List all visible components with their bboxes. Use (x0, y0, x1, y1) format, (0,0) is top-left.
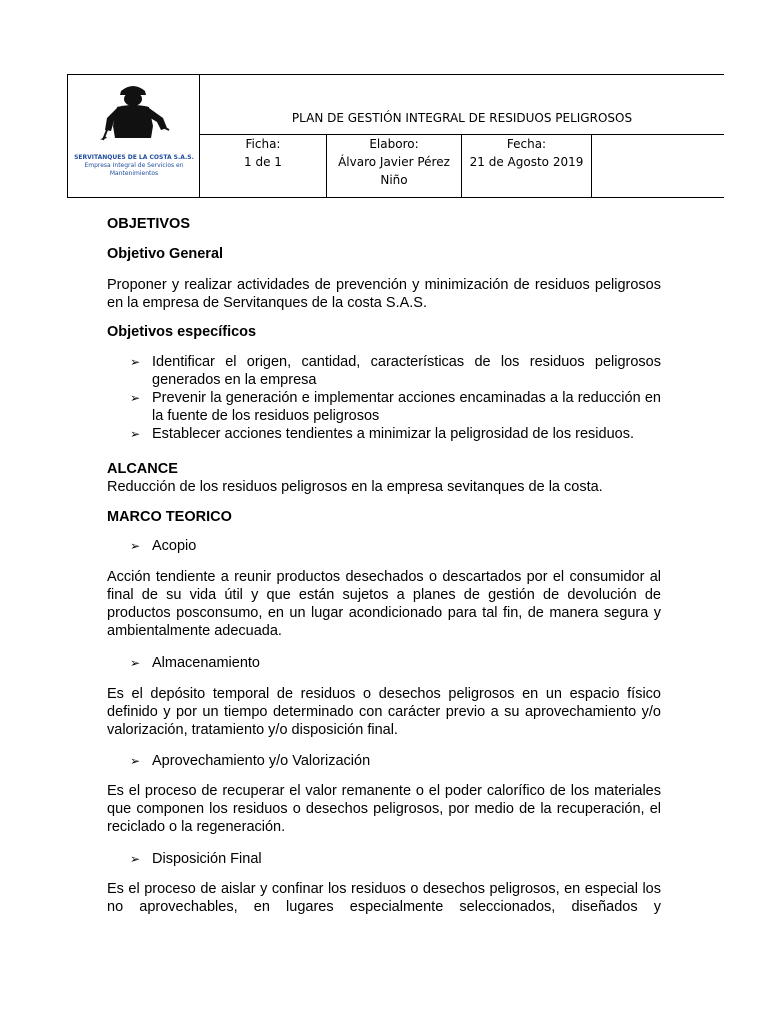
term-label: Acopio (152, 538, 197, 554)
arrow-bullet-icon: ➢ (130, 391, 141, 405)
list-item (130, 389, 661, 425)
logo-tagline: Empresa Integral de Servicios en (84, 162, 184, 169)
ficha-value: 1 de 1 (244, 155, 282, 169)
arrow-bullet-icon: ➢ (130, 754, 141, 768)
ficha-cell (200, 135, 326, 171)
list-item-text: Prevenir la generación e implementar acciones encaminadas a la reducción en la fuente de los residuos peligrosos (152, 390, 661, 424)
term-definition: Es el depósito temporal de residuos o desechos peligrosos en un espacio físico definido y por un tiempo determinado con carácter previo a su aprovechamiento y/o valorización, tratamiento y/o disposición final. (107, 686, 661, 738)
arrow-bullet-icon: ➢ (130, 852, 141, 866)
elaboro-value-2: Niño (380, 173, 408, 187)
term-item (130, 752, 661, 770)
fecha-label: Fecha: (506, 137, 547, 151)
logo-caption (71, 154, 197, 178)
header-col-divider (591, 134, 592, 198)
list-item-text: Establecer acciones tendientes a minimizar la peligrosidad de los residuos. (152, 426, 634, 442)
arrow-bullet-icon: ➢ (130, 539, 141, 553)
term-item (130, 537, 661, 555)
objetivos-heading: OBJETIVOS (107, 216, 190, 232)
fecha-value: 21 de Agosto 2019 (469, 155, 584, 169)
term-label: Aprovechamiento y/o Valorización (152, 753, 371, 769)
term-definition: Es el proceso de recuperar el valor remanente o el poder calorífico de los materiales que componen los residuos o desechos peligrosos, por medio de la recuperación, el reciclado o la regeneración. (107, 783, 661, 835)
objetivo-general-heading: Objetivo General (107, 246, 224, 262)
term-definition: Es el proceso de aislar y confinar los residuos o desechos peligrosos, en especial los no aprovechables, en lugares especialmente seleccionados, diseñados y (107, 881, 661, 915)
logo-tagline-2: Mantenimientos (109, 170, 159, 177)
elaboro-value: Álvaro Javier Pérez (338, 155, 450, 169)
alcance-heading: ALCANCE (107, 461, 178, 477)
arrow-bullet-icon: ➢ (130, 355, 141, 369)
fecha-cell (462, 135, 591, 171)
term-item (130, 654, 661, 672)
list-item-text: Identificar el origen, cantidad, características de los residuos peligrosos generados en la empresa (152, 354, 661, 388)
term-label: Almacenamiento (152, 655, 260, 671)
elaboro-cell (327, 135, 461, 189)
logo-company-name: SERVITANQUES DE LA COSTA S.A.S. (74, 154, 194, 161)
alcance-text: Reducción de los residuos peligrosos en la empresa sevitanques de la costa. (107, 479, 603, 495)
list-item (130, 425, 661, 443)
list-item (130, 353, 661, 389)
marco-teorico-heading: MARCO TEORICO (107, 509, 232, 525)
document-header (67, 74, 724, 198)
worker-logo-icon (67, 74, 199, 154)
ficha-label: Ficha: (245, 137, 281, 151)
arrow-bullet-icon: ➢ (130, 656, 141, 670)
arrow-bullet-icon: ➢ (130, 427, 141, 441)
objetivo-general-text: Proponer y realizar actividades de prevención y minimización de residuos peligrosos en la empresa de Servitanques de la costa S.A.S. (107, 277, 661, 311)
objetivos-especificos-heading: Objetivos específicos (107, 324, 257, 340)
term-item (130, 850, 661, 868)
company-logo (67, 74, 199, 198)
elaboro-label: Elaboro: (369, 137, 419, 151)
document-title: PLAN DE GESTIÓN INTEGRAL DE RESIDUOS PELIGROSOS (291, 111, 633, 125)
term-label: Disposición Final (152, 851, 262, 867)
term-definition: Acción tendiente a reunir productos desechados o descartados por el consumidor al final de su vida útil y que están sujetos a planes de gestión de devolución de productos posconsumo, en un lugar acondicionado para tal fin, de manera segura y ambientalmente adecuada. (107, 569, 661, 639)
